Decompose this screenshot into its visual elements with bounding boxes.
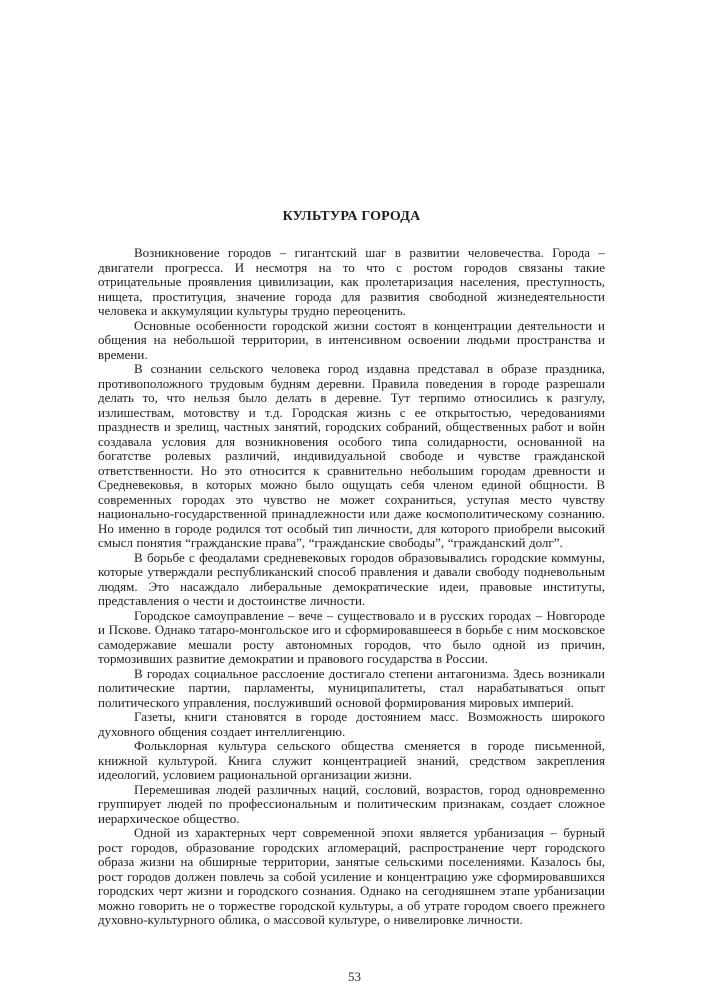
paragraph: Возникновение городов – гигантский шаг в развитии человечества. Города – двигатели прогресса. И несмотря на то что с ростом городов связаны такие отрицательные проявления цивилизации, как пролетаризация населения, преступность, нищета, проституция, значение города для развития свободной жизнедеятельности человека и аккумуляции культуры трудно переоценить. xyxy=(98,245,605,318)
page-number: 53 xyxy=(348,969,361,984)
paragraph: В городах социальное расслоение достигало степени антагонизма. Здесь возникали политические партии, парламенты, муниципалитеты, стал нарабатываться опыт политического управления, послуживший основой формирования мировых империй. xyxy=(98,665,605,710)
paragraph: В борьбе с феодалами средневековых городов образовывались городские коммуны, которые утверждали республиканский способ правления и давали свободу подневольным людям. Это насаждало либеральные демократические идеи, правовые институты, представления о чести и достоинстве личности. xyxy=(98,549,605,608)
paragraph: Газеты, книги становятся в городе достоянием масс. Возможность широкого духовного общения создает интеллигенцию. xyxy=(98,709,605,739)
paragraph: Основные особенности городской жизни состоят в концентрации деятельности и общения на небольшой территории, в интенсивном освоении людьми пространства и времени. xyxy=(98,317,605,362)
page-title: КУЛЬТУРА ГОРОДА xyxy=(282,209,421,224)
paragraph: Городское самоуправление – вече – существовало и в русских городах – Новгороде и Пскове. Однако татаро-монгольское иго и сформировавшееся в борьбе с ним московское самодержавие мешали росту автономных городов, что было одной из причин, тормозивших развитие демократии и правового государства в России. xyxy=(98,607,605,666)
paragraph: Перемешивая людей различных наций, сословий, возрастов, город одновременно группирует людей по профессиональным и политическим признакам, создает сложное иерархическое общество. xyxy=(98,781,605,826)
paragraph: В сознании сельского человека город издавна представал в образе праздника, противоположного трудовым будням деревни. Правила поведения в городе разрешали делать то, что нельзя было делать в деревне. Тут терпимо относились к разгулу, излишествам, мотовству и т.д. Городская жизнь с ее открытостью, чередованиями празднеств и зрелищ, частных занятий, городских собраний, общественных работ и войн создавала условия для возникновения особого типа солидарности, основанной на богатстве ролевых различий, индивидуальной свободе и чувстве гражданской ответственности. Но это относится к сравнительно небольшим городам древности и Средневековья, в которых можно было ощущать себя членом единой общности. В современных городах это чувство не может сохраниться, уступая место чувству национально-государственной принадлежности или даже космополитическому сознанию. Но именно в городе родился тот особый тип личности, для которого приобрели высокий смысл понятия “гражданские права”, “гражданские свободы”, “гражданский долг”. xyxy=(98,361,605,550)
document-body xyxy=(98,246,605,928)
text-block xyxy=(98,209,605,928)
paragraph: Фольклорная культура сельского общества сменяется в городе письменной, книжной культурой. Книга служит концентрацией знаний, средством закрепления идеологий, условием рациональной организации жизни. xyxy=(98,738,605,782)
paragraph: Одной из характерных черт современной эпохи является урбанизация – бурный рост городов, образование городских агломераций, распространение черт городского образа жизни на обширные территории, занятые сельскими поселениями. Казалось бы, рост городов должен повлечь за собой усиление и концентрацию уже сформировавшихся городских черт жизни и городского сознания. Однако на сегодняшнем этапе урбанизации можно говорить не о торжестве городской культуры, а об утрате городом своего прежнего духовно-культурного облика, о массовой культуре, о нивелировке личности. xyxy=(98,825,605,927)
